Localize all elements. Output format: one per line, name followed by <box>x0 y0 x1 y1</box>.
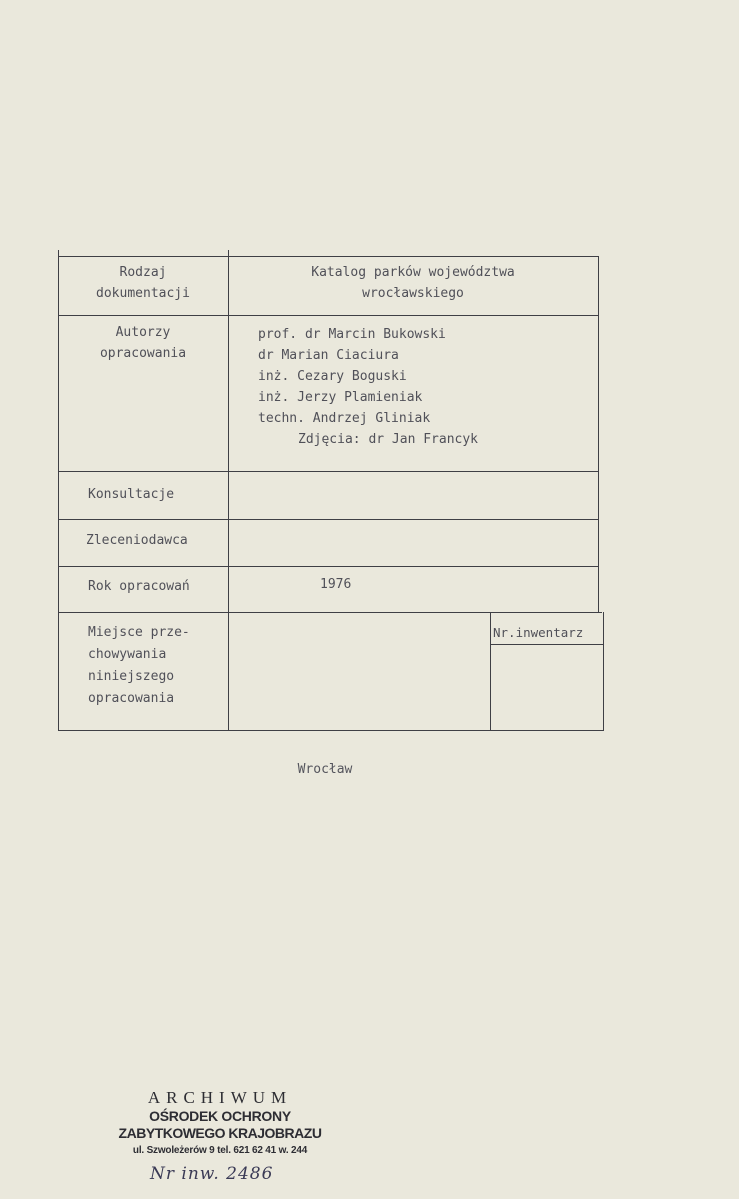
table-border-top <box>58 256 598 257</box>
handwritten-inventory-note: Nr inw. 2486 <box>150 1164 274 1184</box>
label-authors: Autorzy opracowania <box>99 325 187 361</box>
table-row-divider <box>58 566 598 567</box>
table-border-bottom <box>58 730 604 731</box>
table-row-divider <box>58 315 598 316</box>
label-commissioner: Zleceniodawca <box>86 533 188 548</box>
archive-stamp <box>100 1088 340 1158</box>
inventory-number-label: Nr.inwentarz <box>493 625 584 640</box>
value-year: 1976 <box>320 577 352 592</box>
inventory-border-right <box>603 612 604 731</box>
value-document-type: Katalog parków województwa wrocławskiego <box>311 265 515 301</box>
stamp-title: ARCHIWUM <box>147 1088 293 1107</box>
table-border-right <box>598 256 599 613</box>
value-authors: prof. dr Marcin Bukowski dr Marian Ciaciura inż. Cezary Boguski inż. Jerzy Plamieniak techn. Andrzej Gliniak Zdjęcia: dr Jan Francyk <box>258 327 479 447</box>
label-consultations: Konsultacje <box>88 487 175 502</box>
stamp-line-3: ZABYTKOWEGO KRAJOBRAZU <box>118 1125 322 1141</box>
inventory-border-left <box>490 612 491 731</box>
table-column-divider <box>228 250 229 731</box>
stamp-line-2: OŚRODEK OCHRONY <box>149 1108 291 1124</box>
label-year: Rok opracowań <box>88 579 190 594</box>
table-row-divider <box>58 471 598 472</box>
label-storage-place: Miejsce prze- chowywania niniejszego opracowania <box>88 625 190 706</box>
inventory-divider <box>490 644 604 645</box>
label-document-type: Rodzaj dokumentacji <box>96 265 190 301</box>
table-row-divider <box>58 519 598 520</box>
city-name: Wrocław <box>297 762 353 777</box>
table-row-divider <box>58 612 602 613</box>
stamp-address: ul. Szwoleżerów 9 tel. 621 62 41 w. 244 <box>132 1145 308 1156</box>
